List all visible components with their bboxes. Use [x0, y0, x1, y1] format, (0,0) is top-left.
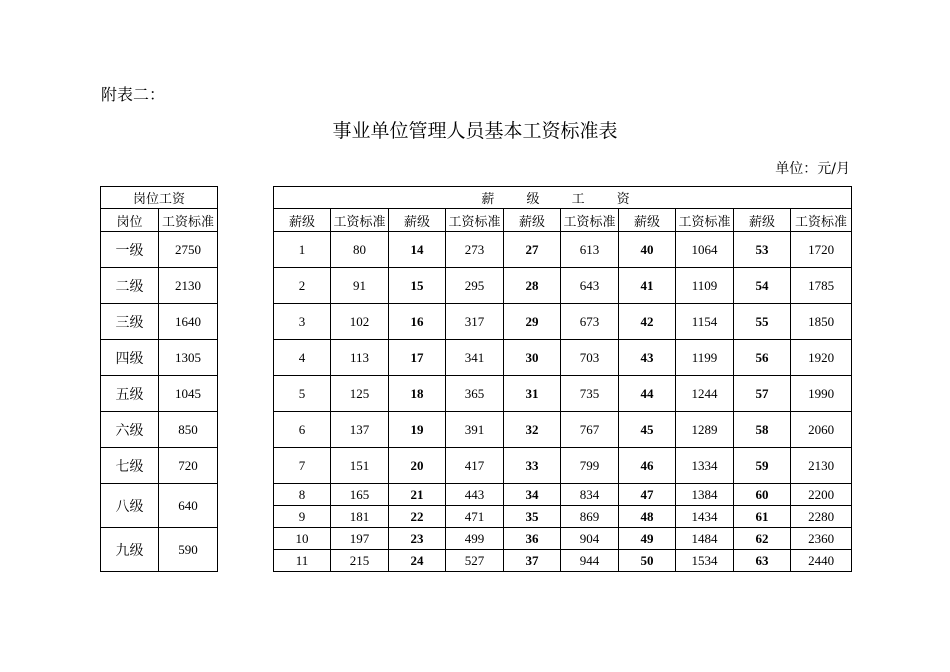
table-row: [274, 268, 852, 304]
grade-standard: 1244: [676, 376, 734, 412]
grade-level: 24: [389, 550, 446, 572]
grade-standard: 295: [446, 268, 504, 304]
table-row: [101, 484, 218, 528]
page-title: 事业单位管理人员基本工资标准表: [332, 120, 618, 142]
grade-level: 5: [274, 376, 331, 412]
grade-level: 62: [734, 528, 791, 550]
grade-standard: 834: [561, 484, 619, 506]
grade-standard: 165: [331, 484, 389, 506]
grade-salary-table: [273, 186, 852, 572]
grade-standard: 1154: [676, 304, 734, 340]
grade-standard: 1109: [676, 268, 734, 304]
grade-level: 15: [389, 268, 446, 304]
grade-standard: 904: [561, 528, 619, 550]
grade-level: 57: [734, 376, 791, 412]
grade-standard: 2280: [791, 506, 852, 528]
grade-standard: 1534: [676, 550, 734, 572]
grade-level: 63: [734, 550, 791, 572]
grade-standard: 643: [561, 268, 619, 304]
grade-level: 28: [504, 268, 561, 304]
grade-level: 49: [619, 528, 676, 550]
table-row: [101, 412, 218, 448]
table-row: [274, 528, 852, 550]
grade-standard: 391: [446, 412, 504, 448]
grade-level: 32: [504, 412, 561, 448]
grade-standard: 151: [331, 448, 389, 484]
grade-standard: 1334: [676, 448, 734, 484]
grade-level: 20: [389, 448, 446, 484]
table-row: [101, 304, 218, 340]
grade-level: 45: [619, 412, 676, 448]
grade-standard: 1199: [676, 340, 734, 376]
col-header-standard: 工资标准: [331, 209, 389, 232]
grade-level: 8: [274, 484, 331, 506]
grade-standard: 767: [561, 412, 619, 448]
grade-level: 14: [389, 232, 446, 268]
table-row: [274, 376, 852, 412]
grade-level: 19: [389, 412, 446, 448]
grade-standard: 1990: [791, 376, 852, 412]
grade-level: 18: [389, 376, 446, 412]
grade-level: 10: [274, 528, 331, 550]
grade-standard: 613: [561, 232, 619, 268]
grade-standard: 799: [561, 448, 619, 484]
grade-level: 50: [619, 550, 676, 572]
col-header-grade: 薪级: [389, 209, 446, 232]
grade-standard: 1064: [676, 232, 734, 268]
grade-standard: 2200: [791, 484, 852, 506]
grade-level: 48: [619, 506, 676, 528]
post-standard: 2750: [159, 232, 218, 268]
post-level: 五级: [101, 376, 159, 412]
table-row: [101, 232, 218, 268]
table-row: [274, 340, 852, 376]
col-header-grade: 薪级: [734, 209, 791, 232]
grade-standard: 443: [446, 484, 504, 506]
grade-level: 59: [734, 448, 791, 484]
post-level: 八级: [101, 484, 159, 528]
col-header-grade: 薪级: [274, 209, 331, 232]
grade-level: 42: [619, 304, 676, 340]
grade-level: 43: [619, 340, 676, 376]
grade-standard: 2130: [791, 448, 852, 484]
grade-level: 53: [734, 232, 791, 268]
table-row: [274, 232, 852, 268]
grade-level: 16: [389, 304, 446, 340]
grade-standard: 1785: [791, 268, 852, 304]
table-row: [101, 528, 218, 572]
post-level: 四级: [101, 340, 159, 376]
col-header-standard: 工资标准: [561, 209, 619, 232]
grade-standard: 1384: [676, 484, 734, 506]
grade-standard: 2060: [791, 412, 852, 448]
grade-level: 6: [274, 412, 331, 448]
grade-standard: 197: [331, 528, 389, 550]
table-row: [274, 484, 852, 506]
grade-level: 46: [619, 448, 676, 484]
grade-level: 54: [734, 268, 791, 304]
grade-standard: 417: [446, 448, 504, 484]
grade-level: 23: [389, 528, 446, 550]
grade-standard: 125: [331, 376, 389, 412]
grade-level: 22: [389, 506, 446, 528]
grade-level: 55: [734, 304, 791, 340]
table-row: [101, 448, 218, 484]
grade-level: 35: [504, 506, 561, 528]
col-header-post: 岗位: [101, 209, 159, 232]
col-header-standard: 工资标准: [676, 209, 734, 232]
table-row: [274, 304, 852, 340]
post-level: 一级: [101, 232, 159, 268]
table-row: [274, 550, 852, 572]
post-level: 二级: [101, 268, 159, 304]
post-standard: 2130: [159, 268, 218, 304]
table-row: [101, 340, 218, 376]
col-header-standard: 工资标准: [159, 209, 218, 232]
grade-standard: 1484: [676, 528, 734, 550]
post-standard: 640: [159, 484, 218, 528]
grade-level: 27: [504, 232, 561, 268]
grade-standard: 215: [331, 550, 389, 572]
grade-standard: 1289: [676, 412, 734, 448]
grade-standard: 1434: [676, 506, 734, 528]
grade-standard: 869: [561, 506, 619, 528]
unit-label: 单位：元/月: [775, 161, 850, 177]
grade-level: 31: [504, 376, 561, 412]
grade-level: 4: [274, 340, 331, 376]
grade-level: 29: [504, 304, 561, 340]
grade-level: 34: [504, 484, 561, 506]
grade-level: 44: [619, 376, 676, 412]
grade-standard: 527: [446, 550, 504, 572]
post-level: 九级: [101, 528, 159, 572]
grade-level: 37: [504, 550, 561, 572]
grade-standard: 499: [446, 528, 504, 550]
grade-level: 2: [274, 268, 331, 304]
table-row: [101, 268, 218, 304]
grade-level: 58: [734, 412, 791, 448]
grade-salary-header: 薪 级 工 资: [274, 187, 852, 209]
table-row: [274, 448, 852, 484]
grade-level: 30: [504, 340, 561, 376]
post-level: 三级: [101, 304, 159, 340]
col-header-grade: 薪级: [619, 209, 676, 232]
grade-standard: 365: [446, 376, 504, 412]
grade-standard: 181: [331, 506, 389, 528]
grade-standard: 137: [331, 412, 389, 448]
post-salary-header: 岗位工资: [101, 187, 218, 209]
grade-level: 56: [734, 340, 791, 376]
post-salary-table: [100, 186, 218, 572]
grade-level: 47: [619, 484, 676, 506]
grade-level: 60: [734, 484, 791, 506]
post-standard: 1305: [159, 340, 218, 376]
post-standard: 590: [159, 528, 218, 572]
grade-standard: 113: [331, 340, 389, 376]
grade-level: 17: [389, 340, 446, 376]
grade-level: 21: [389, 484, 446, 506]
grade-standard: 1720: [791, 232, 852, 268]
post-standard: 1640: [159, 304, 218, 340]
grade-level: 9: [274, 506, 331, 528]
post-level: 六级: [101, 412, 159, 448]
grade-level: 61: [734, 506, 791, 528]
grade-level: 41: [619, 268, 676, 304]
grade-level: 1: [274, 232, 331, 268]
post-standard: 720: [159, 448, 218, 484]
grade-standard: 2360: [791, 528, 852, 550]
grade-standard: 273: [446, 232, 504, 268]
grade-standard: 471: [446, 506, 504, 528]
grade-standard: 341: [446, 340, 504, 376]
col-header-standard: 工资标准: [791, 209, 852, 232]
grade-level: 7: [274, 448, 331, 484]
grade-level: 11: [274, 550, 331, 572]
table-row: [274, 412, 852, 448]
post-standard: 1045: [159, 376, 218, 412]
grade-level: 36: [504, 528, 561, 550]
col-header-standard: 工资标准: [446, 209, 504, 232]
grade-standard: 703: [561, 340, 619, 376]
grade-level: 33: [504, 448, 561, 484]
grade-standard: 735: [561, 376, 619, 412]
grade-standard: 673: [561, 304, 619, 340]
grade-level: 40: [619, 232, 676, 268]
grade-standard: 1850: [791, 304, 852, 340]
grade-standard: 317: [446, 304, 504, 340]
attachment-label: 附表二：: [101, 85, 166, 104]
post-standard: 850: [159, 412, 218, 448]
grade-standard: 944: [561, 550, 619, 572]
col-header-grade: 薪级: [504, 209, 561, 232]
grade-level: 3: [274, 304, 331, 340]
grade-standard: 102: [331, 304, 389, 340]
table-row: [101, 376, 218, 412]
grade-standard: 80: [331, 232, 389, 268]
table-row: [274, 506, 852, 528]
post-level: 七级: [101, 448, 159, 484]
grade-standard: 2440: [791, 550, 852, 572]
grade-standard: 1920: [791, 340, 852, 376]
grade-standard: 91: [331, 268, 389, 304]
